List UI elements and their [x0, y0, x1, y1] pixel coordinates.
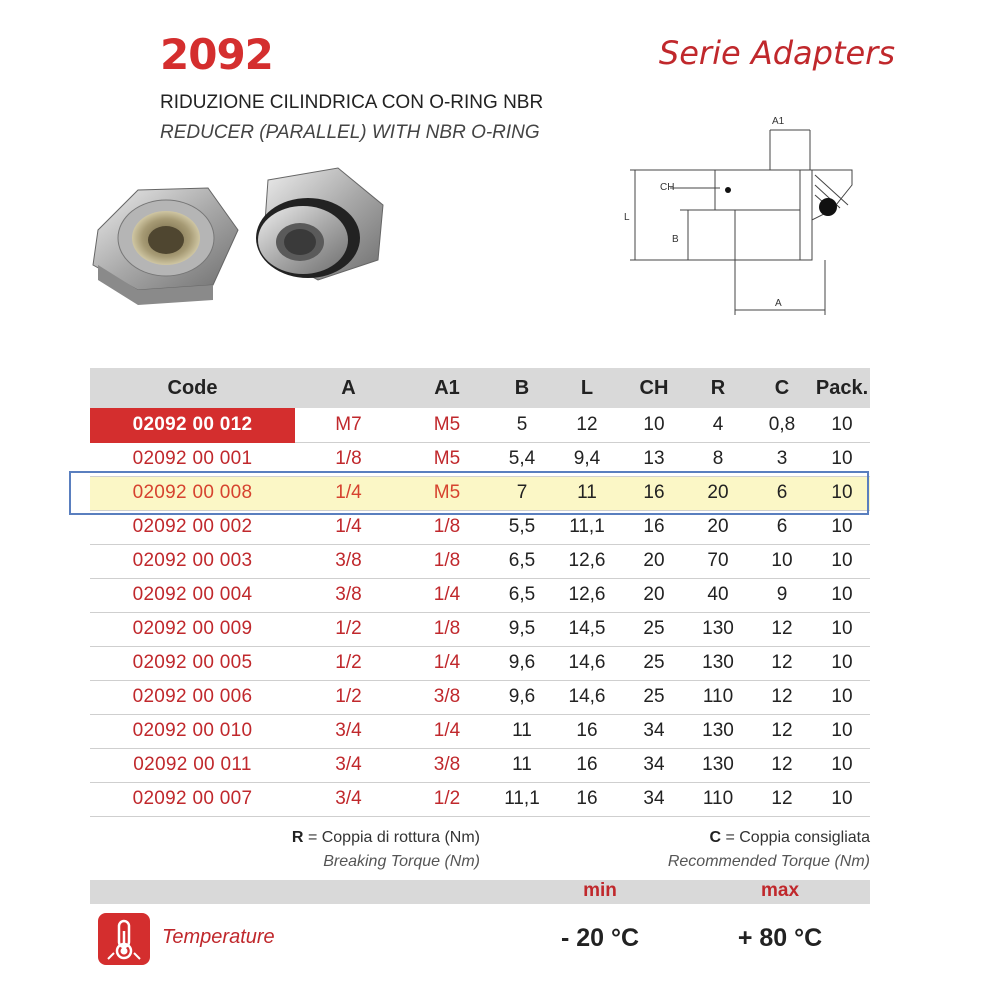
- cell-r: 110: [686, 782, 750, 816]
- cell-code: 02092 00 007: [90, 782, 295, 816]
- cell-r: 70: [686, 544, 750, 578]
- cell-c: 6: [750, 476, 814, 510]
- cell-pack: 10: [814, 442, 870, 476]
- cell-a: 3/8: [295, 578, 402, 612]
- product-code-title: 2092: [160, 30, 273, 79]
- technical-drawing: [620, 110, 870, 325]
- cell-code: 02092 00 002: [90, 510, 295, 544]
- cell-c: 12: [750, 782, 814, 816]
- cell-c: 12: [750, 646, 814, 680]
- cell-r: 130: [686, 748, 750, 782]
- cell-a: 3/4: [295, 748, 402, 782]
- cell-c: 0,8: [750, 408, 814, 442]
- temperature-min-label: min: [583, 880, 617, 901]
- col-header-code: Code: [90, 368, 295, 408]
- cell-b: 11: [492, 714, 552, 748]
- cell-code: 02092 00 011: [90, 748, 295, 782]
- cell-a: 1/8: [295, 442, 402, 476]
- thermometer-icon: [98, 913, 150, 965]
- temperature-max-value: + 80 °C: [737, 924, 823, 952]
- cell-code: 02092 00 008: [90, 476, 295, 510]
- cell-c: 6: [750, 510, 814, 544]
- cell-ch: 25: [622, 646, 686, 680]
- table-row: [90, 714, 870, 748]
- temperature-max-label: max: [760, 880, 800, 901]
- cell-pack: 10: [814, 510, 870, 544]
- note-r-key: R: [291, 829, 304, 846]
- cell-b: 9,5: [492, 612, 552, 646]
- dim-a1-label: A1: [772, 116, 785, 127]
- note-c-key: C: [709, 829, 721, 846]
- cell-a1: M5: [402, 476, 492, 510]
- cell-code: 02092 00 010: [90, 714, 295, 748]
- cell-ch: 20: [622, 544, 686, 578]
- cell-a: 3/4: [295, 714, 402, 748]
- cell-a1: 1/4: [402, 578, 492, 612]
- table-row: [90, 612, 870, 646]
- cell-pack: 10: [814, 612, 870, 646]
- cell-pack: 10: [814, 714, 870, 748]
- note-r-english: Breaking Torque (Nm): [323, 853, 480, 870]
- cell-b: 5: [492, 408, 552, 442]
- cell-a1: 1/4: [402, 646, 492, 680]
- table-row: [90, 646, 870, 680]
- cell-c: 12: [750, 680, 814, 714]
- cell-ch: 20: [622, 578, 686, 612]
- col-header-pack: Pack.: [814, 368, 870, 408]
- cell-a1: 1/8: [402, 612, 492, 646]
- table-row: [90, 544, 870, 578]
- dim-l-label: L: [624, 212, 630, 223]
- cell-b: 11,1: [492, 782, 552, 816]
- cell-r: 130: [686, 646, 750, 680]
- cell-b: 5,5: [492, 510, 552, 544]
- dim-a-label: A: [775, 298, 782, 309]
- table-row: [90, 578, 870, 612]
- cell-a1: 1/8: [402, 510, 492, 544]
- cell-b: 9,6: [492, 680, 552, 714]
- cell-a1: 3/8: [402, 748, 492, 782]
- cell-b: 11: [492, 748, 552, 782]
- cell-r: 110: [686, 680, 750, 714]
- cell-r: 20: [686, 510, 750, 544]
- cell-pack: 10: [814, 748, 870, 782]
- cell-l: 12,6: [552, 578, 622, 612]
- cell-l: 12,6: [552, 544, 622, 578]
- cell-ch: 34: [622, 782, 686, 816]
- cell-a: 1/2: [295, 680, 402, 714]
- temperature-min-value: - 20 °C: [560, 924, 640, 952]
- cell-b: 5,4: [492, 442, 552, 476]
- cell-l: 14,6: [552, 646, 622, 680]
- cell-c: 12: [750, 748, 814, 782]
- cell-pack: 10: [814, 646, 870, 680]
- cell-r: 130: [686, 714, 750, 748]
- table-header-row: [90, 368, 870, 408]
- table-row: [90, 680, 870, 714]
- note-r-legend: [292, 826, 480, 874]
- col-header-c: C: [750, 368, 814, 408]
- cell-b: 6,5: [492, 578, 552, 612]
- highlighted-row-outline: [69, 471, 869, 515]
- cell-a: 1/4: [295, 476, 402, 510]
- cell-ch: 34: [622, 748, 686, 782]
- cell-code: 02092 00 009: [90, 612, 295, 646]
- cell-a1: 1/4: [402, 714, 492, 748]
- cell-ch: 13: [622, 442, 686, 476]
- cell-a: 1/4: [295, 510, 402, 544]
- cell-ch: 25: [622, 612, 686, 646]
- col-header-l: L: [552, 368, 622, 408]
- cell-code: 02092 00 004: [90, 578, 295, 612]
- cell-a1: 3/8: [402, 680, 492, 714]
- col-header-ch: CH: [622, 368, 686, 408]
- table-row: [90, 408, 870, 442]
- cell-ch: 16: [622, 510, 686, 544]
- cell-code: 02092 00 003: [90, 544, 295, 578]
- subtitle-english: REDUCER (PARALLEL) WITH NBR O-RING: [160, 122, 540, 143]
- col-header-a1: A1: [402, 368, 492, 408]
- table-row: [90, 782, 870, 816]
- cell-a: 1/2: [295, 612, 402, 646]
- table-row: [90, 748, 870, 782]
- cell-ch: 25: [622, 680, 686, 714]
- cell-a: 1/2: [295, 646, 402, 680]
- col-header-r: R: [686, 368, 750, 408]
- note-r-italian: = Coppia di rottura (Nm): [307, 829, 480, 846]
- cell-l: 14,5: [552, 612, 622, 646]
- cell-c: 3: [750, 442, 814, 476]
- cell-l: 9,4: [552, 442, 622, 476]
- dim-b-label: B: [672, 234, 679, 245]
- cell-a1: M5: [402, 408, 492, 442]
- cell-pack: 10: [814, 578, 870, 612]
- cell-l: 12: [552, 408, 622, 442]
- cell-a: 3/4: [295, 782, 402, 816]
- cell-ch: 34: [622, 714, 686, 748]
- col-header-a: A: [295, 368, 402, 408]
- dim-ch-label: CH: [660, 182, 675, 193]
- cell-ch: 16: [622, 476, 686, 510]
- cell-pack: 10: [814, 782, 870, 816]
- product-photo: [78, 160, 398, 350]
- cell-c: 12: [750, 612, 814, 646]
- cell-b: 7: [492, 476, 552, 510]
- cell-r: 20: [686, 476, 750, 510]
- cell-a1: M5: [402, 442, 492, 476]
- cell-c: 10: [750, 544, 814, 578]
- cell-code: 02092 00 006: [90, 680, 295, 714]
- cell-code: 02092 00 001: [90, 442, 295, 476]
- series-title: Serie Adapters: [658, 34, 895, 72]
- cell-r: 130: [686, 612, 750, 646]
- cell-r: 40: [686, 578, 750, 612]
- spec-table: [90, 368, 870, 817]
- cell-code: 02092 00 012: [90, 408, 295, 442]
- cell-l: 11: [552, 476, 622, 510]
- cell-l: 11,1: [552, 510, 622, 544]
- cell-l: 16: [552, 782, 622, 816]
- cell-a: 3/8: [295, 544, 402, 578]
- col-header-b: B: [492, 368, 552, 408]
- note-c-italian: = Coppia consigliata: [725, 829, 870, 846]
- cell-pack: 10: [814, 476, 870, 510]
- cell-a1: 1/2: [402, 782, 492, 816]
- cell-c: 12: [750, 714, 814, 748]
- table-row: [90, 510, 870, 544]
- cell-pack: 10: [814, 544, 870, 578]
- cell-l: 14,6: [552, 680, 622, 714]
- cell-a1: 1/8: [402, 544, 492, 578]
- cell-a: M7: [295, 408, 402, 442]
- cell-c: 9: [750, 578, 814, 612]
- cell-pack: 10: [814, 680, 870, 714]
- subtitle-italian: RIDUZIONE CILINDRICA CON O-RING NBR: [160, 92, 544, 113]
- cell-r: 8: [686, 442, 750, 476]
- cell-pack: 10: [814, 408, 870, 442]
- cell-l: 16: [552, 748, 622, 782]
- cell-b: 6,5: [492, 544, 552, 578]
- cell-ch: 10: [622, 408, 686, 442]
- cell-b: 9,6: [492, 646, 552, 680]
- temperature-label: Temperature: [162, 926, 275, 948]
- note-c-legend: [668, 826, 870, 874]
- cell-r: 4: [686, 408, 750, 442]
- note-c-english: Recommended Torque (Nm): [667, 853, 870, 870]
- cell-l: 16: [552, 714, 622, 748]
- cell-code: 02092 00 005: [90, 646, 295, 680]
